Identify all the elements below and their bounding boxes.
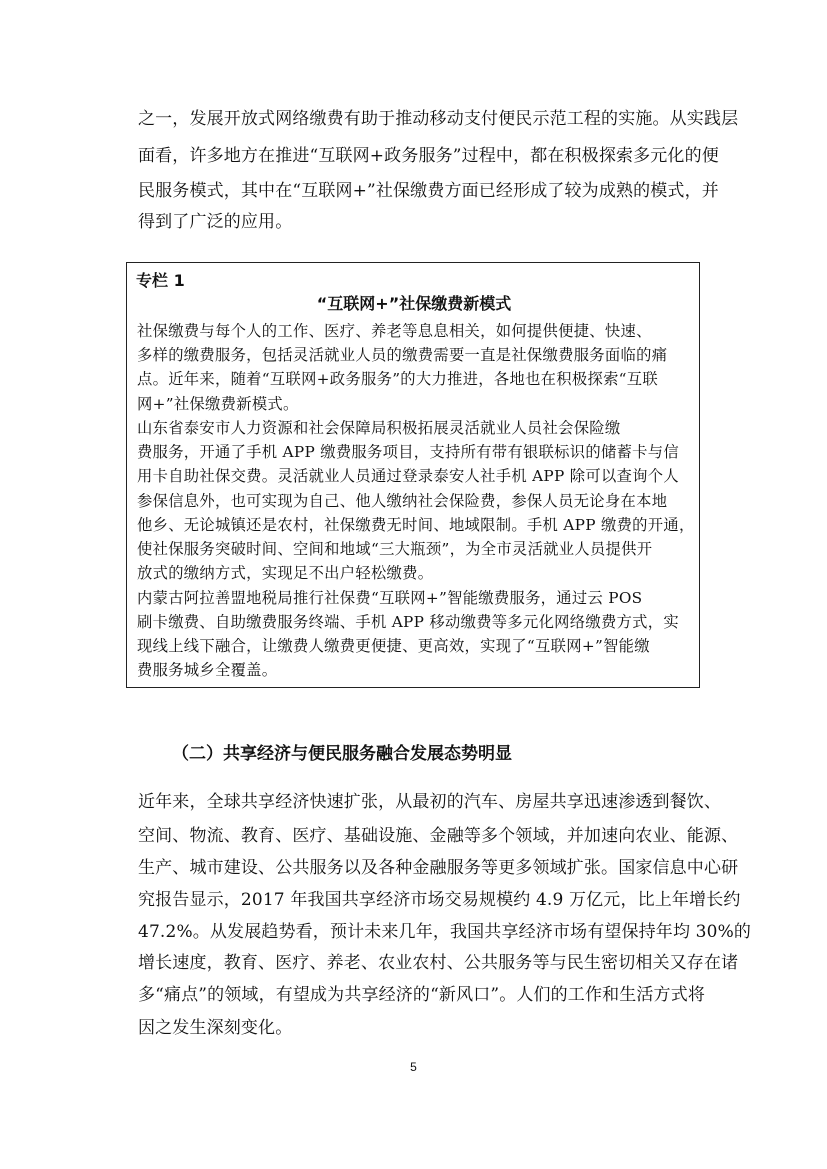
body-line: 多“痛点”的领域，有望成为共享经济的“新风口”。人们的工作和生活方式将 — [138, 985, 706, 1005]
sidebar-box-line: 费服务城乡全覆盖。 — [137, 661, 278, 679]
page-number: 5 — [410, 1060, 417, 1074]
sidebar-box-line: 点。近年来，随着“互联网+政务服务”的大力推进，各地也在积极探索“互联 — [137, 370, 658, 388]
intro-line: 之一，发展开放式网络缴费有助于推动移动支付便民示范工程的实施。从实践层 — [138, 109, 739, 129]
body-line: 近年来，全球共享经济快速扩张，从最初的汽车、房屋共享迅速渗透到餐饮、 — [138, 792, 722, 812]
sidebar-box-line: 社保缴费与每个人的工作、医疗、养老等息息相关，如何提供便捷、快速、 — [137, 322, 652, 340]
sidebar-box-line: 现线上线下融合，让缴费人缴费更便捷、更高效，实现了“互联网+”智能缴 — [137, 637, 650, 655]
body-line: 增长速度，教育、医疗、养老、农业农村、公共服务等与民生密切相关又存在诸 — [138, 953, 739, 973]
sidebar-box-line: 网+”社保缴费新模式。 — [137, 395, 299, 413]
body-line: 空间、物流、教育、医疗、基础设施、金融等多个领域，并加速向农业、能源、 — [138, 826, 739, 846]
sidebar-box-line: 他乡、无论城镇还是农村，社保缴费无时间、地域限制。手机 APP 缴费的开通， — [137, 516, 695, 534]
sidebar-box-label: 专栏 1 — [136, 271, 185, 290]
body-line: 究报告显示，2017 年我国共享经济市场交易规模约 4.9 万亿元，比上年增长约 — [138, 890, 741, 910]
intro-line: 得到了广泛的应用。 — [138, 212, 293, 232]
sidebar-box-line: 放式的缴纳方式，实现足不出户轻松缴费。 — [137, 564, 434, 582]
intro-line: 民服务模式，其中在“互联网+”社保缴费方面已经形成了较为成熟的模式，并 — [138, 181, 719, 201]
sidebar-box-line: 内蒙古阿拉善盟地税局推行社保费“互联网+”智能缴费服务，通过云 POS — [137, 589, 643, 607]
intro-line: 面看，许多地方在推进“互联网+政务服务”过程中，都在积极探索多元化的便 — [138, 146, 719, 166]
body-line: 生产、城市建设、公共服务以及各种金融服务等更多领域扩张。国家信息中心研 — [138, 858, 739, 878]
sidebar-box-line: 费服务，开通了手机 APP 缴费服务项目，支持所有带有银联标识的储蓄卡与信 — [137, 443, 679, 461]
sidebar-box-line: 刷卡缴费、自助缴费服务终端、手机 APP 移动缴费等多元化网络缴费方式，实 — [137, 613, 679, 631]
sidebar-box — [126, 262, 700, 688]
sidebar-box-line: 参保信息外，也可实现为自己、他人缴纳社会保险费，参保人员无论身在本地 — [137, 492, 668, 510]
sidebar-box-title: “互联网+”社保缴费新模式 — [316, 294, 512, 313]
sidebar-box-line: 多样的缴费服务，包括灵活就业人员的缴费需要一直是社保缴费服务面临的痛 — [137, 346, 668, 364]
section-heading: （二）共享经济与便民服务融合发展态势明显 — [172, 744, 512, 764]
sidebar-box-line: 使社保服务突破时间、空间和地域“三大瓶颈”，为全市灵活就业人员提供开 — [137, 540, 653, 558]
sidebar-box-line: 用卡自助社保交费。灵活就业人员通过登录泰安人社手机 APP 除可以查询个人 — [137, 467, 679, 485]
body-line: 47.2%。从发展趋势看，预计未来几年，我国共享经济市场有望保持年均 30%的 — [138, 922, 752, 942]
sidebar-box-line: 山东省泰安市人力资源和社会保障局积极拓展灵活就业人员社会保险缴 — [137, 419, 621, 437]
body-line: 因之发生深刻变化。 — [138, 1018, 293, 1038]
